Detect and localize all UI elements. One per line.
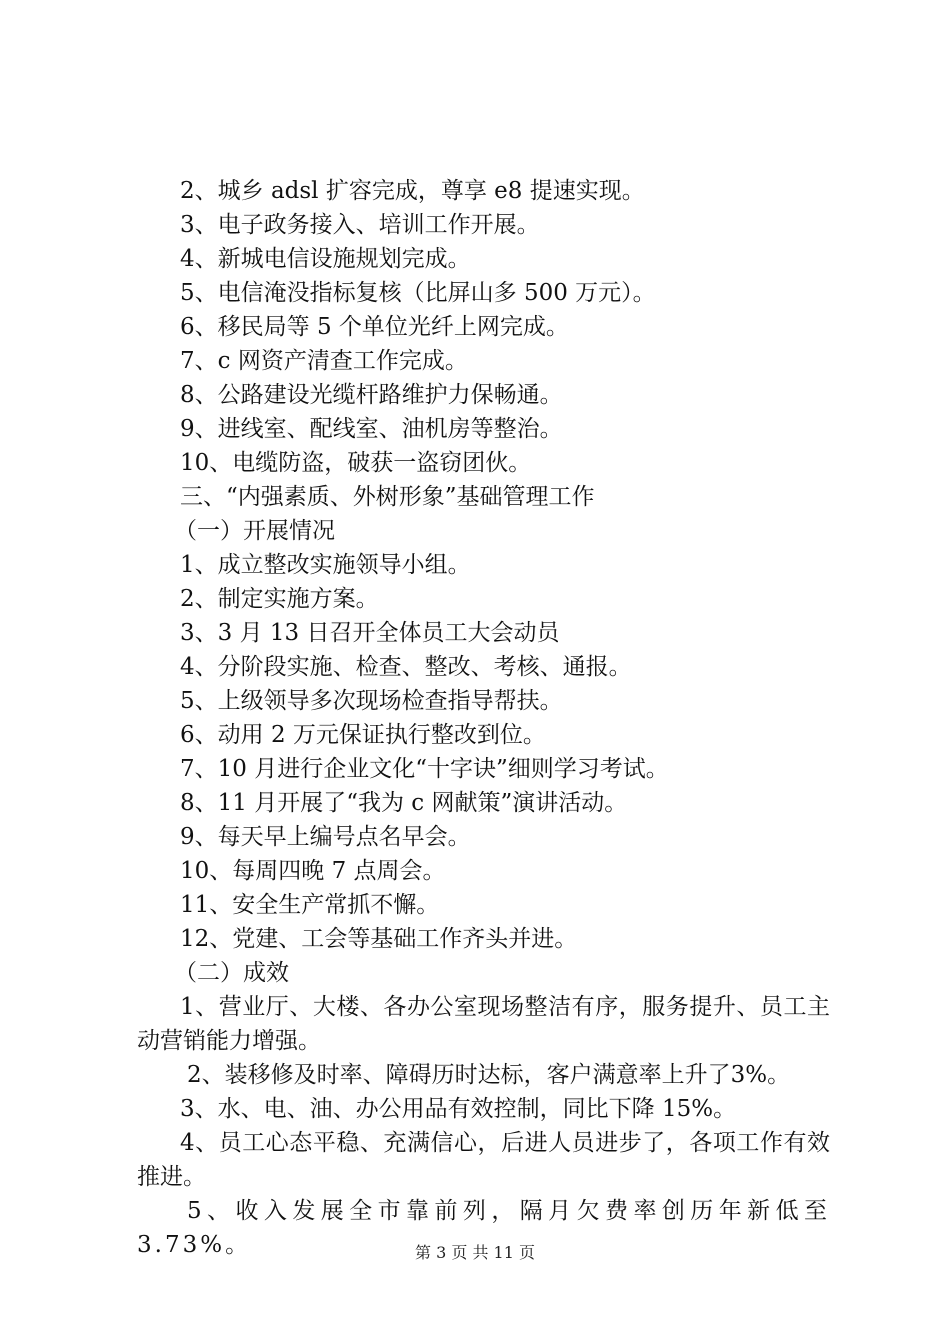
list-item: 6、移民局等 5 个单位光纤上网完成。 [180,314,569,340]
sub-heading: （二）成效 [174,960,289,986]
list-item: 6、动用 2 万元保证执行整改到位。 [180,722,546,748]
result-paragraph: 5、收入发展全市靠前列，隔月欠费率创历年新低至 3.73%。 [137,1198,830,1258]
list-item: 8、公路建设光缆杆路维护力保畅通。 [180,382,563,408]
list-item: 9、每天早上编号点名早会。 [180,824,471,850]
list-item: 10、电缆防盗，破获一盗窃团伙。 [180,450,532,476]
result-paragraph: 4、员工心态平稳、充满信心，后进人员进步了，各项工作有效推进。 [137,1130,830,1190]
list-item: 11、安全生产常抓不懈。 [180,892,440,918]
list-item: 8、11 月开展了“我为 c 网献策”演讲活动。 [180,790,628,816]
list-item: 5、上级领导多次现场检查指导帮扶。 [180,688,563,714]
result-paragraph: 3、水、电、油、办公用品有效控制，同比下降 15%。 [180,1096,737,1122]
document-body [0,174,950,1262]
page-footer: 第 3 页 共 11 页 [415,1243,535,1262]
list-item: 10、每周四晚 7 点周会。 [180,858,446,884]
result-paragraph: 2、装移修及时率、障碍历时达标，客户满意率上升了3%。 [187,1062,791,1088]
list-item: 2、城乡 adsl 扩容完成，尊享 e8 提速实现。 [180,178,645,204]
list-item: 5、电信淹没指标复核（比屏山多 500 万元）。 [180,280,656,306]
section-heading: 三、“内强素质、外树形象”基础管理工作 [180,484,595,510]
list-item: 7、10 月进行企业文化“十字诀”细则学习考试。 [180,756,669,782]
list-item: 3、电子政务接入、培训工作开展。 [180,212,540,238]
list-item: 1、成立整改实施领导小组。 [180,552,471,578]
list-item: 9、进线室、配线室、油机房等整治。 [180,416,563,442]
list-item: 12、党建、工会等基础工作齐头并进。 [180,926,578,952]
sub-heading: （一）开展情况 [174,518,335,544]
result-paragraph: 1、营业厅、大楼、各办公室现场整洁有序，服务提升、员工主动营销能力增强。 [137,994,830,1054]
list-item: 4、新城电信设施规划完成。 [180,246,471,272]
list-item: 2、制定实施方案。 [180,586,379,612]
list-item: 7、c 网资产清查工作完成。 [180,348,468,374]
list-item: 3、3 月 13 日召开全体员工大会动员 [180,620,560,646]
list-item: 4、分阶段实施、检查、整改、考核、通报。 [180,654,632,680]
